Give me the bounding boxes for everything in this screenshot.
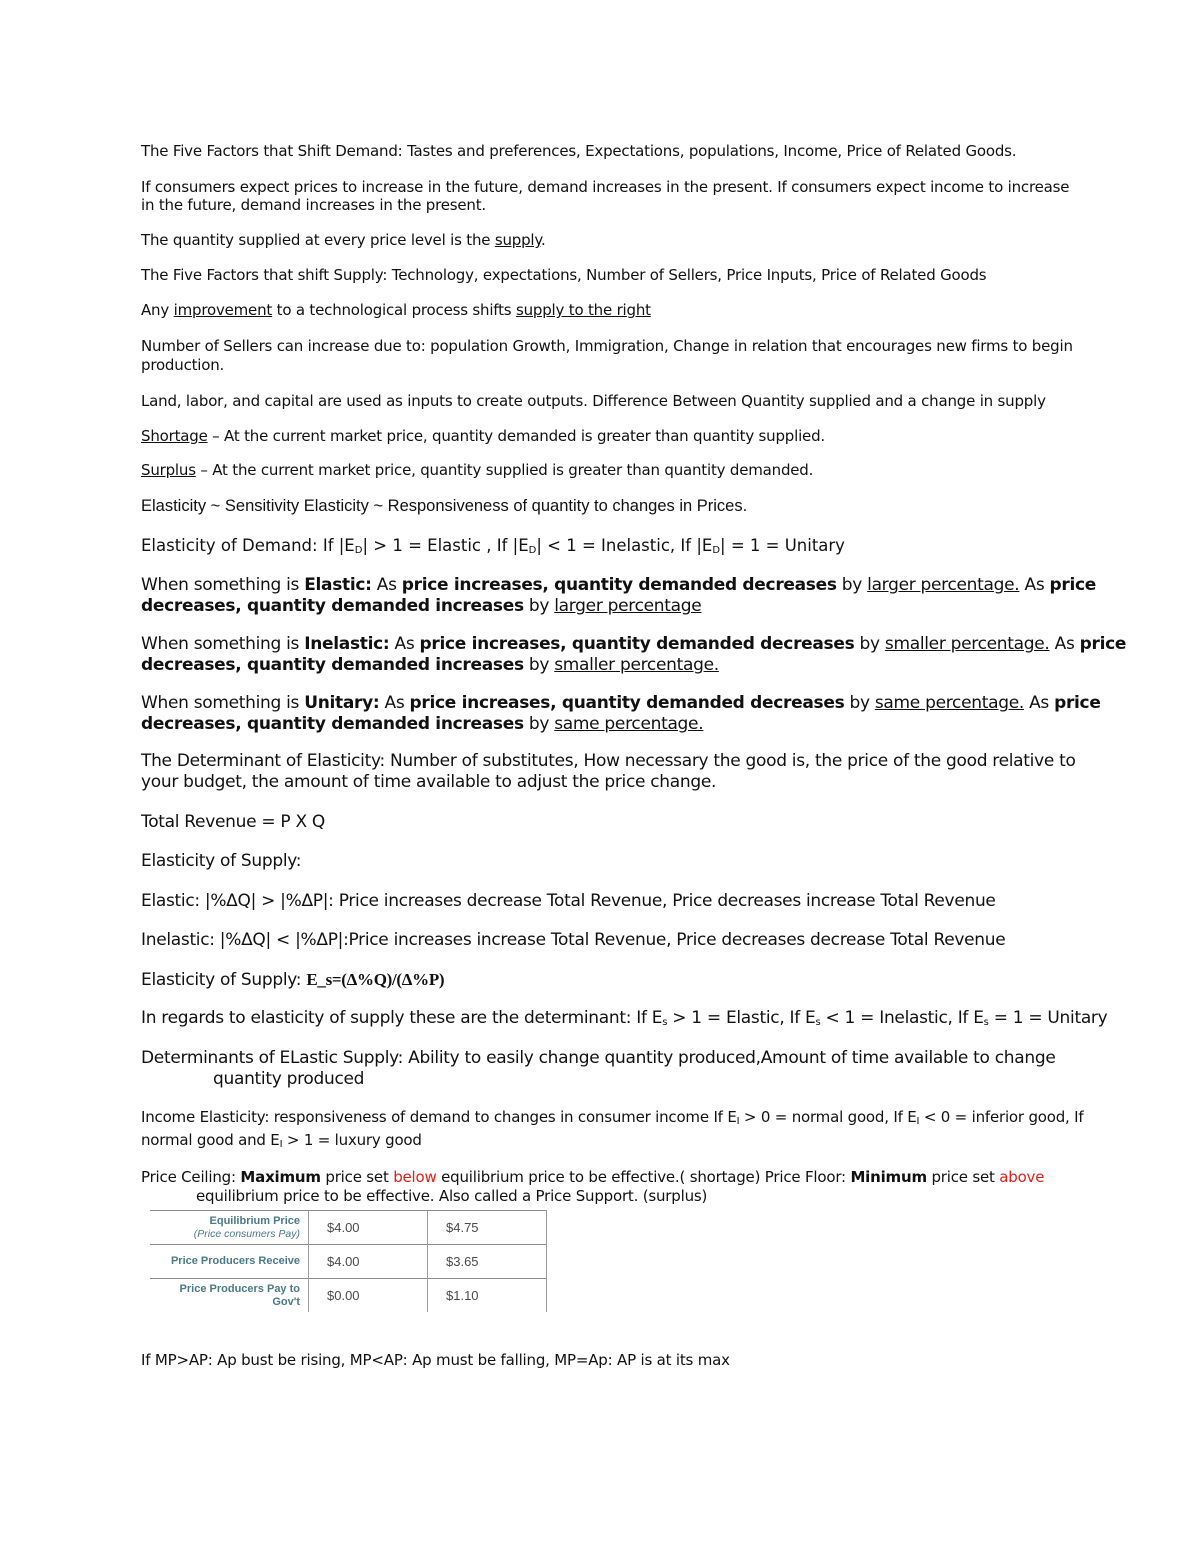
cell-value: $4.00 [309, 1245, 428, 1279]
price-ceiling-line-2: equilibrium price to be effective. Also called a Price Support. (surplus) [196, 1187, 708, 1205]
row-label: Equilibrium Price (Price consumers Pay) [150, 1211, 309, 1245]
price-support-table [150, 1210, 547, 1312]
cell-value: $0.00 [309, 1279, 428, 1313]
elasticity-of-supply-formula: Elasticity of Supply: E_s=(Δ%Q)/(Δ%P) [141, 970, 445, 990]
elastic-line-2: decreases, quantity demanded increases by larger percentage [141, 596, 702, 616]
unitary-line-1: When something is Unitary: As price increases, quantity demanded decreases by same percentage. As price [141, 693, 1101, 713]
cell-value: $4.75 [428, 1211, 547, 1245]
supply-definition: The quantity supplied at every price level is the supply. [141, 231, 546, 249]
table-row [150, 1245, 547, 1279]
shortage-line: Shortage – At the current market price, quantity demanded is greater than quantity supplied. [141, 427, 825, 445]
elasticity-of-demand-line: Elasticity of Demand: If $|E_D| > 1$ = Elastic , If $|E_D| < 1$ = Inelastic, If $|E_D| = 1$ = Unitary [141, 536, 845, 556]
determinants-elastic-supply-line-2: quantity produced [213, 1069, 365, 1089]
unitary-line-2: decreases, quantity demanded increases by same percentage. [141, 714, 704, 734]
inelastic-total-revenue-line: Inelastic: |%ΔQ| < |%ΔP|:Price increases increase Total Revenue, Price decreases decrease Total Revenue [141, 930, 1006, 950]
elastic-line-1: When something is Elastic: As price increases, quantity demanded decreases by larger percentage. As price [141, 575, 1097, 595]
demand-factors-line: The Five Factors that Shift Demand: Tastes and preferences, Expectations, populations, Income, Price of Related Goods. [141, 142, 1017, 160]
cell-value: $3.65 [428, 1245, 547, 1279]
sellers-line-2: production. [141, 356, 225, 374]
income-elasticity-line-2: normal good and $E_I > 1$ = luxury good [141, 1131, 422, 1150]
price-ceiling-line-1: Price Ceiling: Maximum price set below equilibrium price to be effective.( shortage) Price Floor: Minimum price set above [141, 1168, 1045, 1186]
improvement-line: Any improvement to a technological process shifts supply to the right [141, 301, 651, 319]
mp-ap-line: If MP>AP: Ap bust be rising, MP<AP: Ap must be falling, MP=Ap: AP is at its max [141, 1351, 730, 1369]
determinant-elasticity-line-2: your budget, the amount of time available to adjust the price change. [141, 772, 717, 792]
inputs-line: Land, labor, and capital are used as inputs to create outputs. Difference Between Quantity supplied and a change in supply [141, 392, 1046, 410]
determinants-elastic-supply-line-1: Determinants of ELastic Supply: Ability to easily change quantity produced,Amount of time available to change [141, 1048, 1056, 1068]
inelastic-line-2: decreases, quantity demanded increases by smaller percentage. [141, 655, 719, 675]
cell-value: $1.10 [428, 1279, 547, 1313]
table-row [150, 1211, 547, 1245]
inelastic-line-1: When something is Inelastic: As price increases, quantity demanded decreases by smaller percentage. As price [141, 634, 1127, 654]
cell-value: $4.00 [309, 1211, 428, 1245]
expectations-line-2: in the future, demand increases in the present. [141, 196, 486, 214]
elasticity-sensitivity-line: Elasticity ~ Sensitivity Elasticity ~ Responsiveness of quantity to changes in Prices. [141, 497, 748, 515]
determinant-elasticity-line-1: The Determinant of Elasticity: Number of substitutes, How necessary the good is, the price of the good relative to [141, 751, 1076, 771]
row-label: Price Producers Receive [150, 1245, 309, 1279]
elasticity-of-supply-title: Elasticity of Supply: [141, 851, 302, 871]
row-label: Price Producers Pay to Gov't [150, 1279, 309, 1313]
income-elasticity-line-1: Income Elasticity: responsiveness of demand to changes in consumer income If $E_I > 0$ = normal good, If $E_I < 0$ = inferior good, If [141, 1108, 1084, 1127]
elastic-total-revenue-line: Elastic: |%ΔQ| > |%ΔP|: Price increases decrease Total Revenue, Price decreases increase Total Revenue [141, 891, 996, 911]
total-revenue-line: Total Revenue = P X Q [141, 812, 325, 832]
expectations-line-1: If consumers expect prices to increase in the future, demand increases in the present. If consumers expect income to increase [141, 178, 1070, 196]
supply-factors-line: The Five Factors that shift Supply: Technology, expectations, Number of Sellers, Price Inputs, Price of Related Goods [141, 266, 987, 284]
surplus-line: Surplus – At the current market price, quantity supplied is greater than quantity demanded. [141, 461, 814, 479]
supply-determinant-line: In regards to elasticity of supply these are the determinant: If $E_s > 1$ = Elastic, If $E_s < 1$ = Inelastic, If $E_s = 1$ = Unitary [141, 1008, 1108, 1028]
table-row [150, 1279, 547, 1313]
sellers-line-1: Number of Sellers can increase due to: population Growth, Immigration, Change in relation that encourages new firms to begin [141, 337, 1073, 355]
